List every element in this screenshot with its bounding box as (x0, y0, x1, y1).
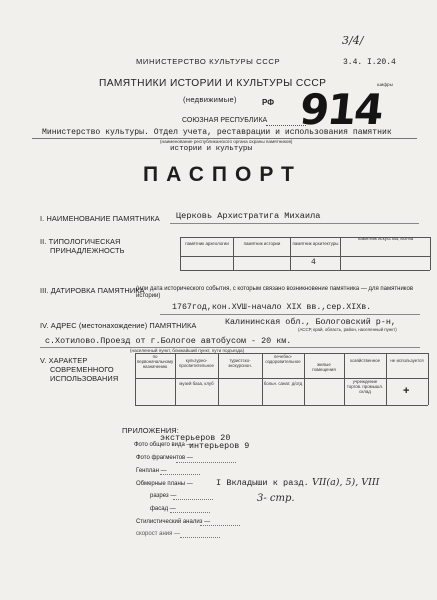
appendix-other: скорост ания — (136, 531, 181, 537)
section-3-note: (или дата исторического события, с которым связано возникновение памятника — для памятников истории) (136, 286, 414, 299)
use-header-cultural: культурно-просветительное (179, 358, 214, 368)
use-header-economic: хозяйственное (349, 358, 381, 363)
use-header-medical: лечебно-оздоровительное (265, 354, 301, 364)
appendix-measured-plans: Обмерные планы — (136, 481, 193, 487)
section-3-label: III. ДАТИРОВКА ПАМЯТНИКА (40, 286, 145, 295)
section-3-value: 1767год,кон.ХVШ-начало XIX вв.,сер.XIХв. (172, 303, 372, 312)
appendix-sections: разрез — (150, 493, 177, 499)
section-4-value: Калининская обл., Бологовский р-н, (225, 317, 396, 327)
code-left: 3.4. (343, 58, 363, 67)
form-title: ПАМЯТНИКИ ИСТОРИИ И КУЛЬТУРЫ СССР (99, 78, 327, 89)
appendix-pages: 3- стр. (257, 493, 295, 504)
ministry-typed: Министерство культуры. Отдел учета, реставрации и использования памятник (42, 128, 392, 137)
code-caption: шифры (377, 82, 393, 87)
typology-header-architecture: памятник архитектуры (292, 241, 339, 246)
appendix-exterior: экстерьеров 20 (160, 433, 231, 443)
use-header-tourist: туристско-экскурсион. (228, 358, 252, 368)
section-4-caption-2: (населенный пункт, ближайший пункт, пути подъезда) (130, 348, 245, 353)
typology-header-archaeology: памятник археологии (185, 241, 229, 246)
ministry-title: МИНИСТЕРСТВО КУЛЬТУРЫ СССР (136, 57, 281, 66)
appendix-facades: фасад — (150, 506, 176, 512)
stamp-prefix: РФ (262, 98, 275, 107)
appendix-inserts-hand: VII(а), 5), VIII (312, 477, 380, 488)
use-row-economic: учреждение торгов. промышл. склад (346, 379, 384, 394)
section-2-label: II. ТИПОЛОГИЧЕСКАЯ ПРИНАДЛЕЖНОСТЬ (40, 237, 125, 255)
document-title: ПАСПОРТ (143, 163, 302, 186)
union-republic: СОЮЗНАЯ РЕСПУБЛИКА (182, 117, 268, 124)
typology-header-art: памятник искусства, иск-ва (357, 236, 414, 241)
ministry-typed-2: истории и культуры (170, 145, 253, 153)
appendix-photo-fragments: Фото фрагментов — (136, 455, 193, 461)
appendix-label: ПРИЛОЖЕНИЯ: (122, 426, 179, 435)
section-4-caption: (АССР, край, область, район, населенный пункт) (298, 327, 397, 332)
ministry-caption: (наименование республиканского органа охраны памятников) (160, 139, 293, 144)
section-1-value: Церковь Архистратига Михаила (176, 211, 321, 221)
appendix-geoplan: Генплан — (136, 468, 167, 474)
typology-header-history: памятник истории (243, 241, 281, 246)
use-row-medical: больн. санат. д/отд (263, 381, 303, 386)
stamp-number: 914 (297, 85, 385, 134)
appendix-photo-general: Фото общего вида — (134, 442, 193, 448)
section-1-label: I. НАИМЕНОВАНИЕ ПАМЯТНИКА (40, 214, 160, 223)
typology-value-architecture: 4 (311, 258, 316, 267)
appendix-interior: интерьеров 9 (189, 441, 250, 451)
use-row-cultural: музей база, клуб (179, 381, 214, 386)
section-5-label: V. ХАРАКТЕР СОВРЕМЕННОГО ИСПОЛЬЗОВАНИЯ (40, 356, 119, 383)
archive-number: 3/4/ (342, 34, 364, 47)
use-header-residential: жилые помещения (312, 362, 336, 372)
use-header-original: по первоначальному назначению (136, 354, 174, 369)
code-right: I.20.4 (367, 58, 396, 67)
use-row-unused: + (403, 385, 410, 397)
use-header-unused: не используется (390, 358, 424, 363)
form-subtitle: (недвижимые) (183, 95, 237, 104)
section-4-value-2: с.Хотилово.Проезд от г.Бологое автобусом - 20 км. (45, 336, 292, 346)
appendix-stylistic: Стилистический анализ — (136, 519, 211, 525)
section-4-label: IV. АДРЕС (местонахождение) ПАМЯТНИКА (40, 321, 197, 330)
appendix-inserts: I Вкладыши к разд. (216, 478, 309, 488)
